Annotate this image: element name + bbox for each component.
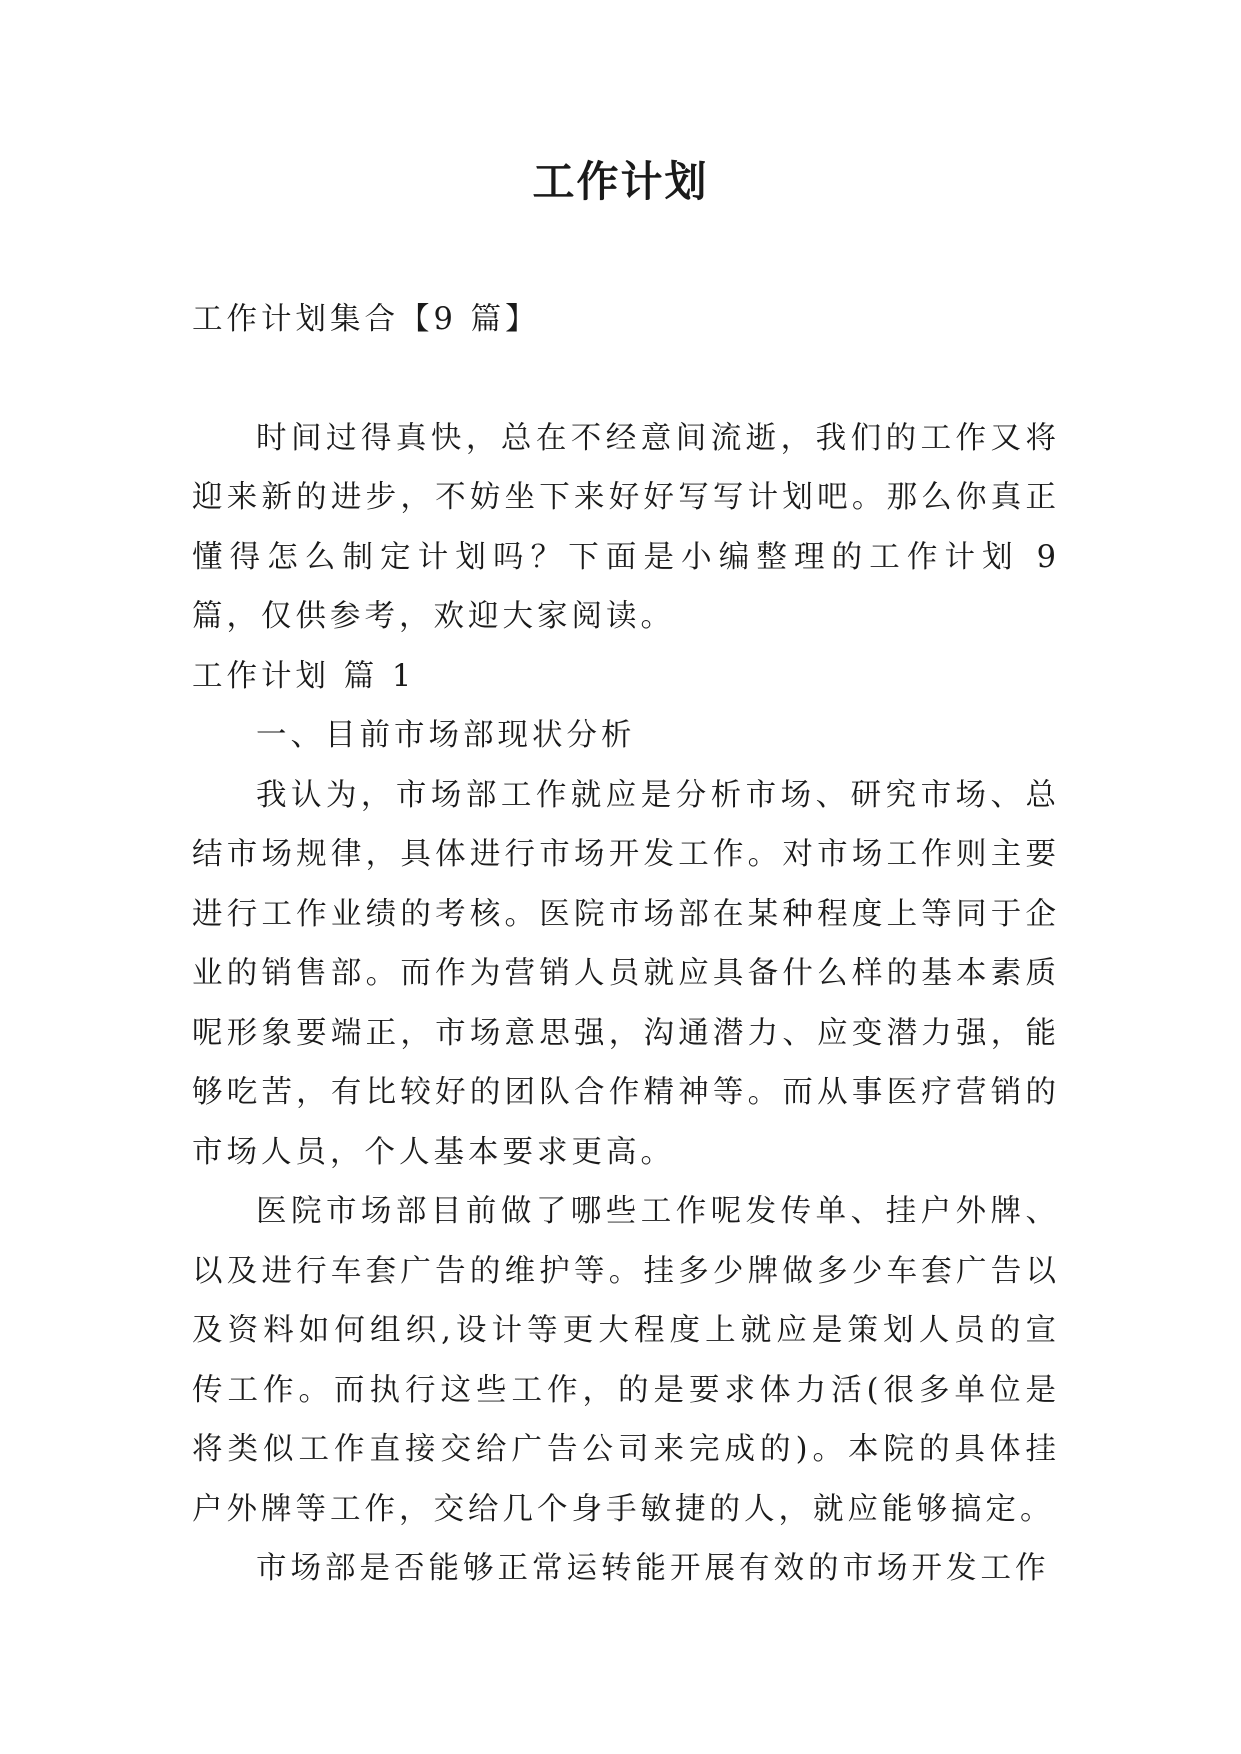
body-paragraph: 市场部是否能够正常运转能开展有效的市场开发工作	[256, 1551, 1050, 1586]
document-subtitle: 工作计划集合【9 篇】	[192, 302, 540, 337]
intro-paragraph: 时间过得真快，总在不经意间流逝，我们的工作又将迎来新的进步，不妨坐下来好好写写计划吧。那么你真正懂得怎么制定计划吗？下面是小编整理的工作计划 9 篇，仅供参考，欢迎大家阅读。	[192, 420, 1060, 634]
document-body	[192, 290, 1060, 1599]
body-paragraph: 医院市场部目前做了哪些工作呢发传单、挂户外牌、以及进行车套广告的维护等。挂多少牌做多少车套广告以及资料如何组织,设计等更大程度上就应是策划人员的宣传工作。而执行这些工作，的是要求体力活(很多单位是将类似工作直接交给广告公司来完成的)。本院的具体挂户外牌等工作，交给几个身手敏捷的人，就应能够搞定。	[192, 1194, 1060, 1527]
body-paragraph: 我认为，市场部工作就应是分析市场、研究市场、总结市场规律，具体进行市场开发工作。对市场工作则主要进行工作业绩的考核。医院市场部在某种程度上等同于企业的销售部。而作为营销人员就应具备什么样的基本素质呢形象要端正，市场意思强，沟通潜力、应变潜力强，能够吃苦，有比较好的团队合作精神等。而从事医疗营销的市场人员，个人基本要求更高。	[192, 777, 1060, 1170]
section-heading: 工作计划 篇 1	[192, 658, 416, 694]
document-title: 工作计划	[532, 157, 709, 206]
subheading: 一、目前市场部现状分析	[256, 718, 636, 753]
